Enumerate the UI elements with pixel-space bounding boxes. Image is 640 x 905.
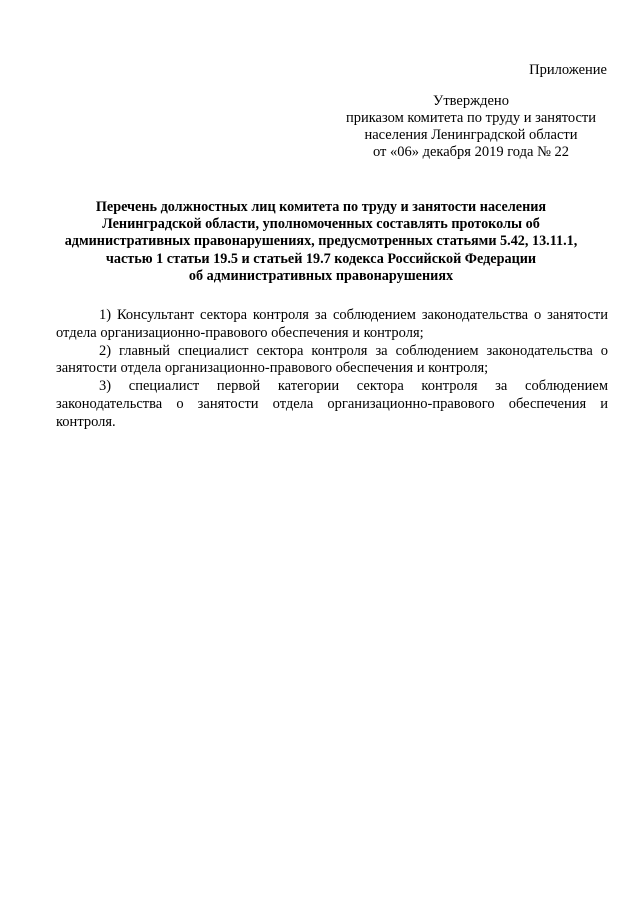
title-line: административных правонарушениях, предусмотренных статьями 5.42, 13.11.1, bbox=[64, 233, 578, 250]
list-item: 1) Консультант сектора контроля за соблюдением законодательства о занятости отдела организационно-правового обеспечения и контроля; bbox=[56, 307, 608, 341]
approval-line: от «06» декабря 2019 года № 22 bbox=[372, 144, 570, 160]
title-line: частью 1 статьи 19.5 и статьей 19.7 кодекса Российской Федерации bbox=[105, 250, 537, 267]
title-line: об административных правонарушениях bbox=[188, 267, 454, 284]
list-item: 2) главный специалист сектора контроля за соблюдением законодательства о занятости отдела организационно-правового обеспечения и контроля; bbox=[56, 342, 608, 377]
approval-block bbox=[316, 93, 626, 161]
title-line: Перечень должностных лиц комитета по труду и занятости населения bbox=[95, 199, 547, 215]
approval-line: населения Ленинградской области bbox=[364, 127, 578, 143]
appendix-label: Приложение bbox=[529, 62, 607, 78]
document-title bbox=[56, 199, 586, 285]
title-line: Ленинградской области, уполномоченных составлять протоколы об bbox=[102, 216, 540, 233]
list-item: 3) специалист первой категории сектора контроля за соблюдением законодательства о занятости отдела организационно-правового обеспечения и контроля. bbox=[56, 378, 608, 430]
positions-list bbox=[56, 307, 608, 432]
approval-line: Утверждено bbox=[433, 93, 509, 109]
approval-line: приказом комитета по труду и занятости bbox=[345, 110, 597, 126]
